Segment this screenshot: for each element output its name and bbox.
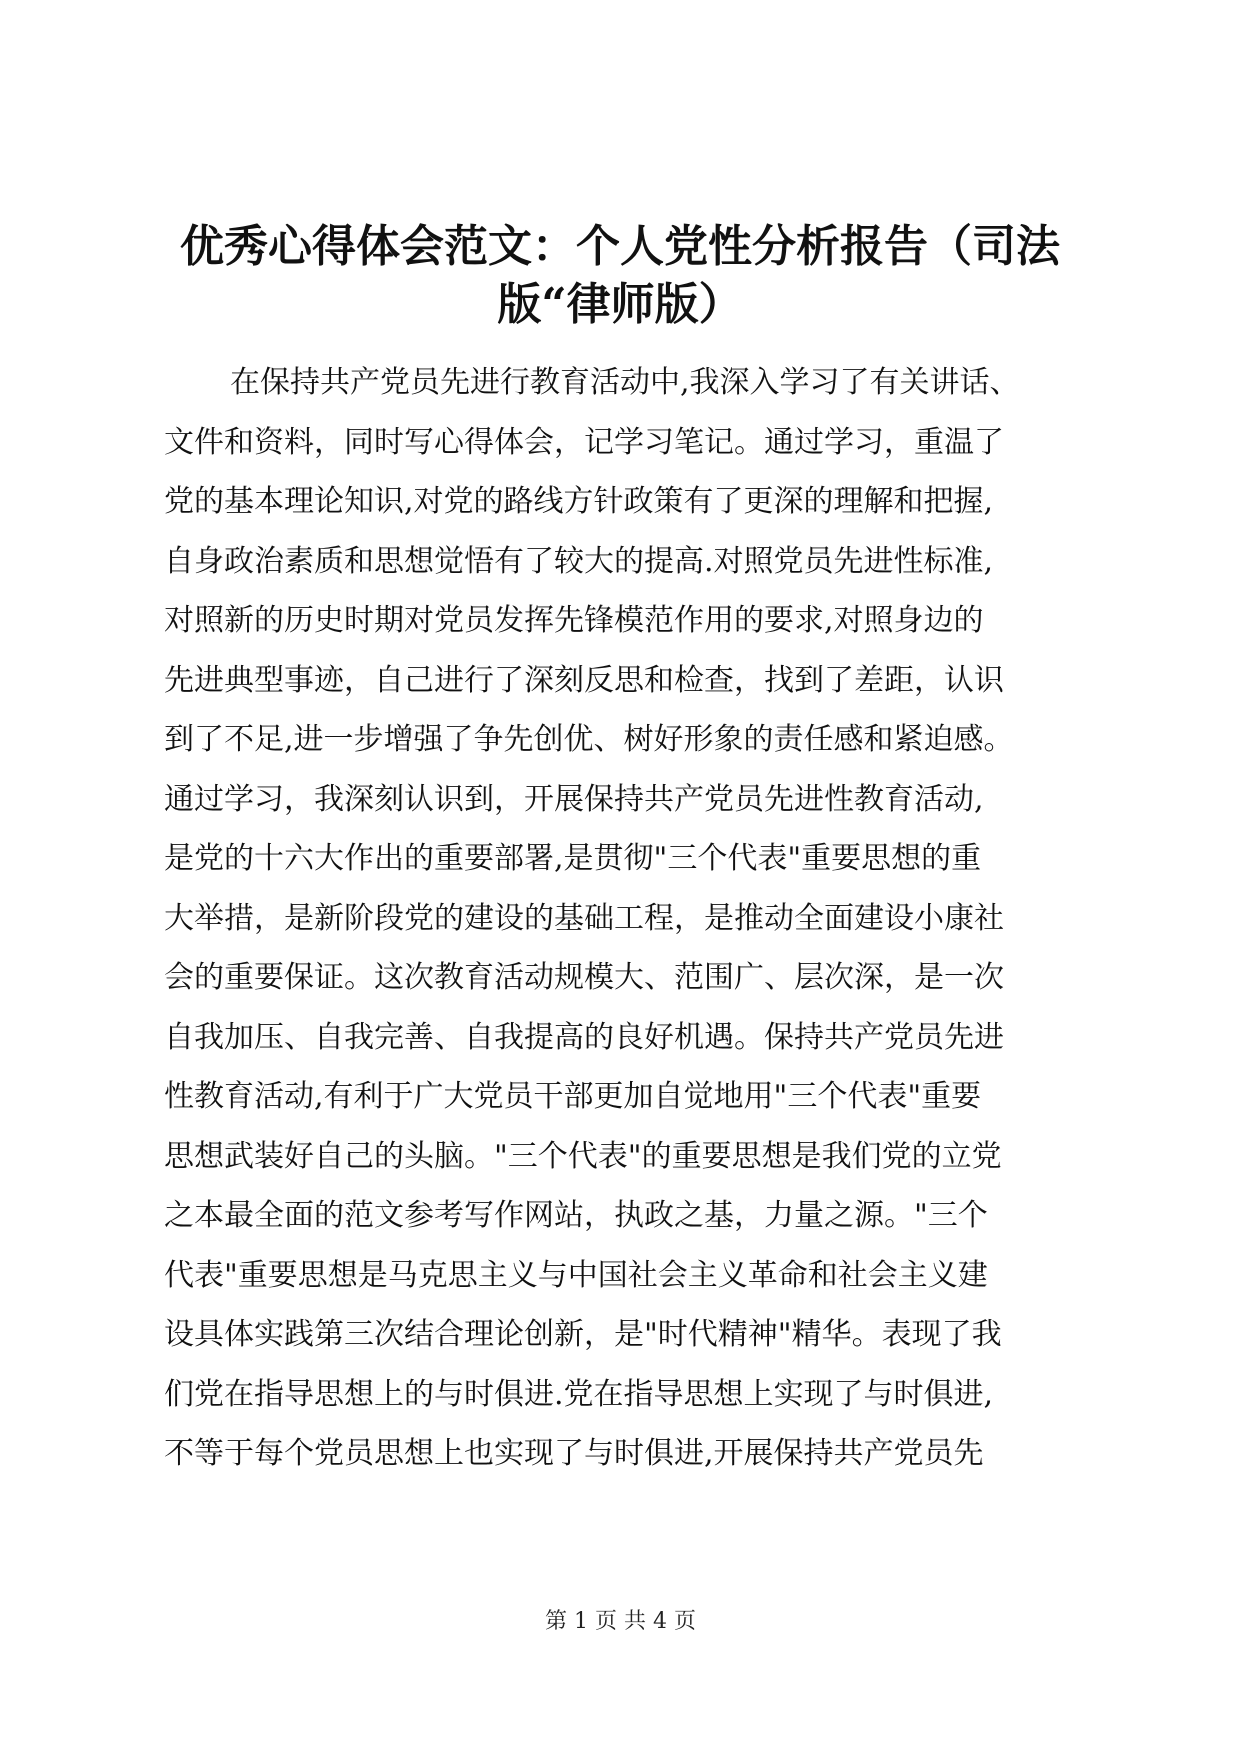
body-line: 们党在指导思想上的与时俱进.党在指导思想上实现了与时俱进,	[164, 1376, 994, 1412]
body-line: 党的基本理论知识,对党的路线方针政策有了更深的理解和把握,	[164, 484, 994, 519]
body-line: 对照新的历史时期对党员发挥先锋模范作用的要求,对照身边的	[164, 603, 984, 638]
body-line: 性教育活动,有利于广大党员干部更加自觉地用"三个代表"重要	[164, 1079, 982, 1114]
body-line: 自我加压、自我完善、自我提高的良好机遇。保持共产党员先进	[164, 1019, 1004, 1055]
body-line: 是党的十六大作出的重要部署,是贯彻"三个代表"重要思想的重	[164, 841, 982, 876]
body-line: 通过学习，我深刻认识到，开展保持共产党员先进性教育活动,	[164, 781, 984, 817]
body-line: 不等于每个党员思想上也实现了与时俱进,开展保持共产党员先	[164, 1436, 984, 1471]
title-line-2: 版“律师版）	[497, 279, 743, 330]
body-line: 思想武装好自己的头脑。"三个代表"的重要思想是我们党的立党	[164, 1138, 1002, 1174]
body-line: 代表"重要思想是马克思主义与中国社会主义革命和社会主义建	[164, 1257, 988, 1293]
body-line: 到了不足,进一步增强了争先创优、树好形象的责任感和紧迫感。	[164, 722, 1014, 757]
document-title	[120, 218, 1120, 334]
body-line: 在保持共产党员先进行教育活动中,我深入学习了有关讲话、	[230, 365, 1020, 400]
page-footer: 第 1 页 共 4 页	[545, 1609, 696, 1634]
body-line: 设具体实践第三次结合理论创新，是"时代精神"精华。表现了我	[164, 1317, 1002, 1352]
body-line: 文件和资料，同时写心得体会，记学习笔记。通过学习，重温了	[164, 424, 1004, 460]
body-line: 会的重要保证。这次教育活动规模大、范围广、层次深，是一次	[164, 960, 1004, 995]
body-line: 之本最全面的范文参考写作网站，执政之基，力量之源。"三个	[164, 1198, 988, 1233]
body-paragraph	[164, 353, 1104, 1484]
body-line: 大举措，是新阶段党的建设的基础工程，是推动全面建设小康社	[164, 900, 1004, 936]
title-line-1: 优秀心得体会范文：个人党性分析报告（司法	[180, 221, 1060, 272]
body-line: 自身政治素质和思想觉悟有了较大的提高.对照党员先进性标准,	[164, 543, 994, 579]
body-line: 先进典型事迹，自己进行了深刻反思和检查，找到了差距，认识	[164, 662, 1004, 698]
